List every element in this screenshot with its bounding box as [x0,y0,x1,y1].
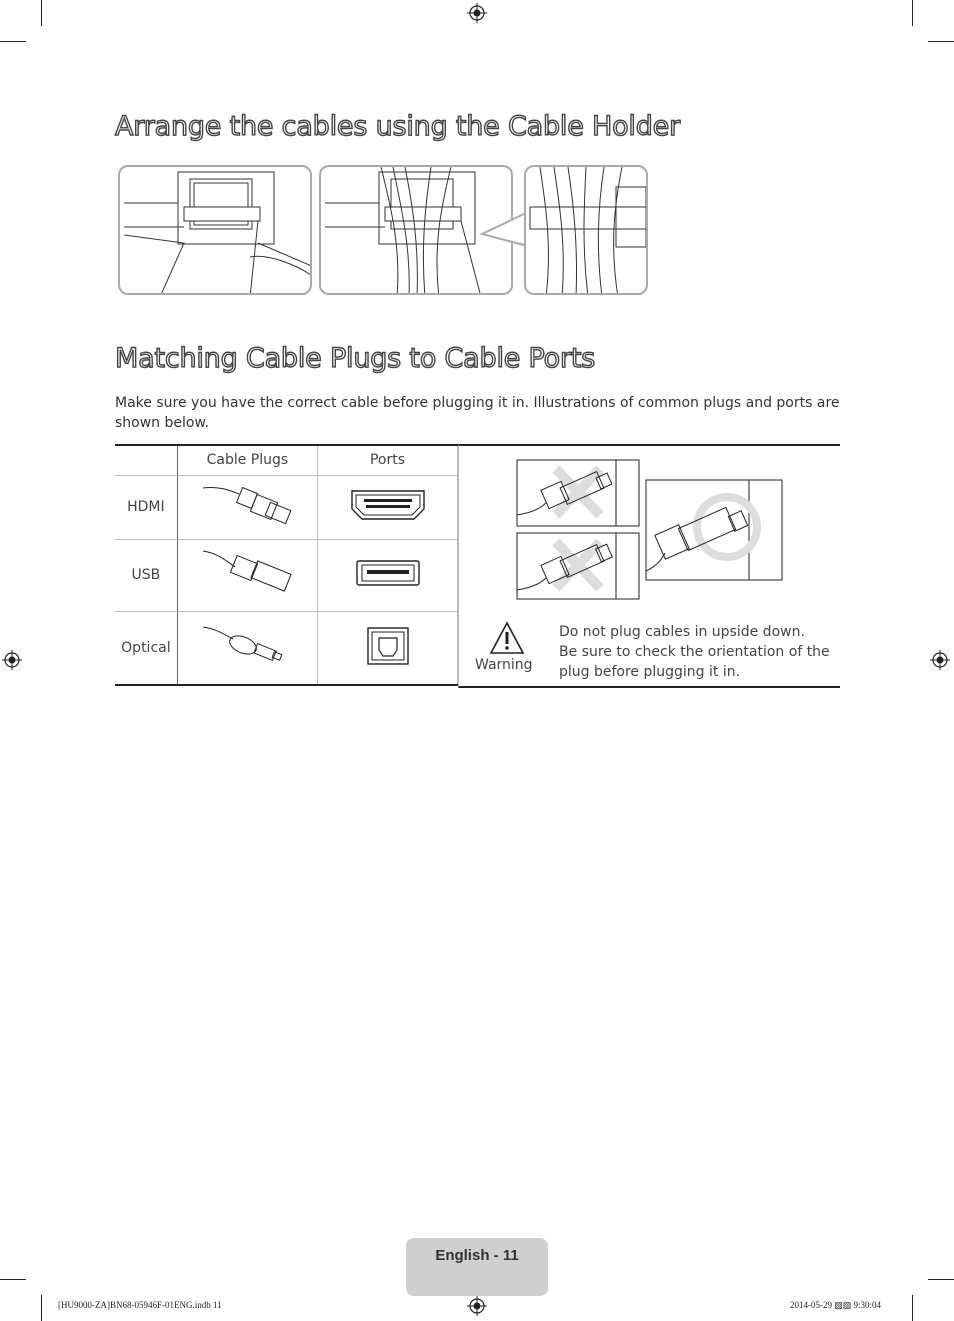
table-header-cell: Ports [318,445,458,475]
registration-mark-icon [930,650,950,670]
intro-paragraph: Make sure you have the correct cable before plugging it in. Illustrations of common plugs and ports are shown below. [115,395,840,431]
hdmi-port-icon [350,489,426,521]
plug-cell [177,475,317,539]
usb-port-icon [355,559,421,587]
wrong-orientation-1-icon [516,459,640,527]
crop-mark [0,41,26,42]
print-date-info: 2014-05-29 ▨▨ 9:30:04 [790,1300,882,1310]
cable-holder-step1-icon [120,167,312,295]
crop-mark [928,1279,954,1280]
plug-port-table [115,444,458,686]
crop-mark [41,1295,42,1321]
wrong-orientation-2-icon [516,532,640,600]
print-file-info: [HU9000-ZA]BN68-05946F-01ENG.indb 11 [58,1300,222,1310]
usb-plug-icon [199,545,295,601]
registration-mark-icon [467,1296,487,1316]
crop-mark [912,1295,913,1321]
crop-mark [41,0,42,26]
table-header-row [115,445,458,475]
port-cell [318,475,458,539]
row-label: HDMI [115,475,177,539]
crop-mark [928,41,954,42]
page-number-tab [406,1238,548,1296]
warning-triangle-icon [489,621,525,655]
zoom-pointer-icon [478,210,530,250]
row-label: Optical [115,611,177,685]
cable-holder-title: Arrange the cables using the Cable Holder [115,111,680,142]
registration-mark-icon [2,650,22,670]
table-row [115,539,458,611]
row-label: USB [115,539,177,611]
page-label: English - 11 [435,1247,519,1264]
cable-holder-illustration-1 [118,165,312,295]
warning-panel [458,444,840,688]
warning-line-1: Do not plug cables in upside down. [559,624,805,640]
correct-orientation-icon [645,479,783,581]
registration-mark-icon [467,3,487,23]
warning-label: Warning [475,657,533,673]
crop-mark [0,1279,26,1280]
port-cell [318,611,458,685]
table-header-cell [115,445,177,475]
table-header-cell: Cable Plugs [177,445,317,475]
cable-holder-illustration-zoom [524,165,648,295]
crop-mark [912,0,913,26]
hdmi-plug-icon [199,480,295,530]
optical-port-icon [366,626,410,666]
table-row [115,611,458,685]
matching-cables-title: Matching Cable Plugs to Cable Ports [115,343,596,374]
table-row [115,475,458,539]
port-cell [318,539,458,611]
plug-cell [177,539,317,611]
optical-plug-icon [199,621,295,671]
warning-line-2: Be sure to check the orientation of the plug before plugging it in. [559,644,830,680]
plug-cell [177,611,317,685]
cable-holder-zoom-icon [526,167,648,295]
warning-text [559,622,839,682]
